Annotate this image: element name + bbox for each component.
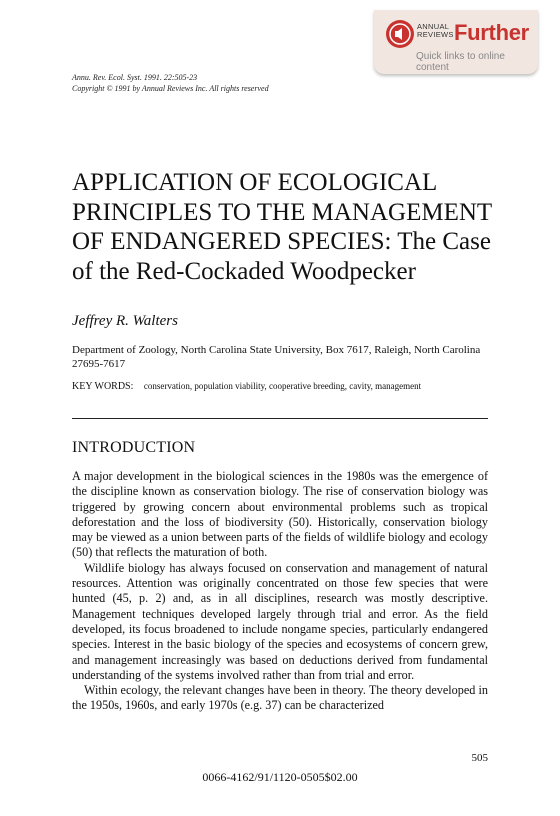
article-title: APPLICATION OF ECOLOGICAL PRINCIPLES TO THE MANAGEMENT OF ENDANGERED SPECIES: The Case of the Red-Cockaded Woodpecker [72, 169, 492, 285]
paragraph: Within ecology, the relevant changes have been in theory. The theory developed in the 1950s, 1960s, and early 1970s (e.g. 37) can be characterized [72, 683, 488, 713]
brand-bottom: REVIEWS [417, 30, 454, 39]
keywords-label: KEY WORDS: [72, 381, 134, 392]
further-badge[interactable] [374, 10, 538, 74]
page-number: 505 [471, 752, 488, 764]
keywords-values: conservation, population viability, cooperative breeding, cavity, management [143, 381, 422, 391]
journal-citation: Annu. Rev. Ecol. Syst. 1991. 22:505-23 [72, 73, 198, 82]
journal-copyright: Copyright © 1991 by Annual Reviews Inc. All rights reserved [72, 84, 269, 93]
divider [72, 418, 488, 419]
footer-code: 0066-4162/91/1120-0505$02.00 [202, 770, 358, 784]
author-affiliation: Department of Zoology, North Carolina State University, Box 7617, Raleigh, North Carolina 27695-7617 [72, 344, 481, 370]
journal-header [72, 72, 269, 94]
further-tagline[interactable]: Quick links to online content [416, 51, 505, 73]
speaker-icon [386, 20, 414, 48]
further-label: Further [454, 20, 529, 45]
brand-top: ANNUAL [417, 22, 450, 31]
author-name: Jeffrey R. Walters [72, 313, 178, 329]
body-text [72, 469, 488, 714]
section-heading: INTRODUCTION [72, 439, 196, 456]
annual-reviews-wordmark [417, 23, 454, 39]
paragraph: Wildlife biology has always focused on conservation and management of natural resources. Attention was originally concentrated on those few species that were hunted (45, p. 2) and, as in all disciplines, research was mostly descriptive. Management techniques developed largely through trial and error. As the field developed, its focus broadened to include nongame species, particularly endangered species. Interest in the basic biology of the species and ecosystems of concern grew, and management increasingly was based on deductions derived from fundamental understanding of the systems involved rather than from trial and error. [72, 560, 488, 682]
keywords-line [72, 381, 421, 392]
paragraph: A major development in the biological sciences in the 1980s was the emergence of the discipline known as conservation biology. The rise of conservation biology was triggered by growing concern about environmental problems such as tropical deforestation and the loss of biodiversity (50). Historically, conservation biology may be viewed as a union between parts of the fields of wildlife biology and ecology (50) that reflects the maturation of both. [72, 469, 488, 560]
